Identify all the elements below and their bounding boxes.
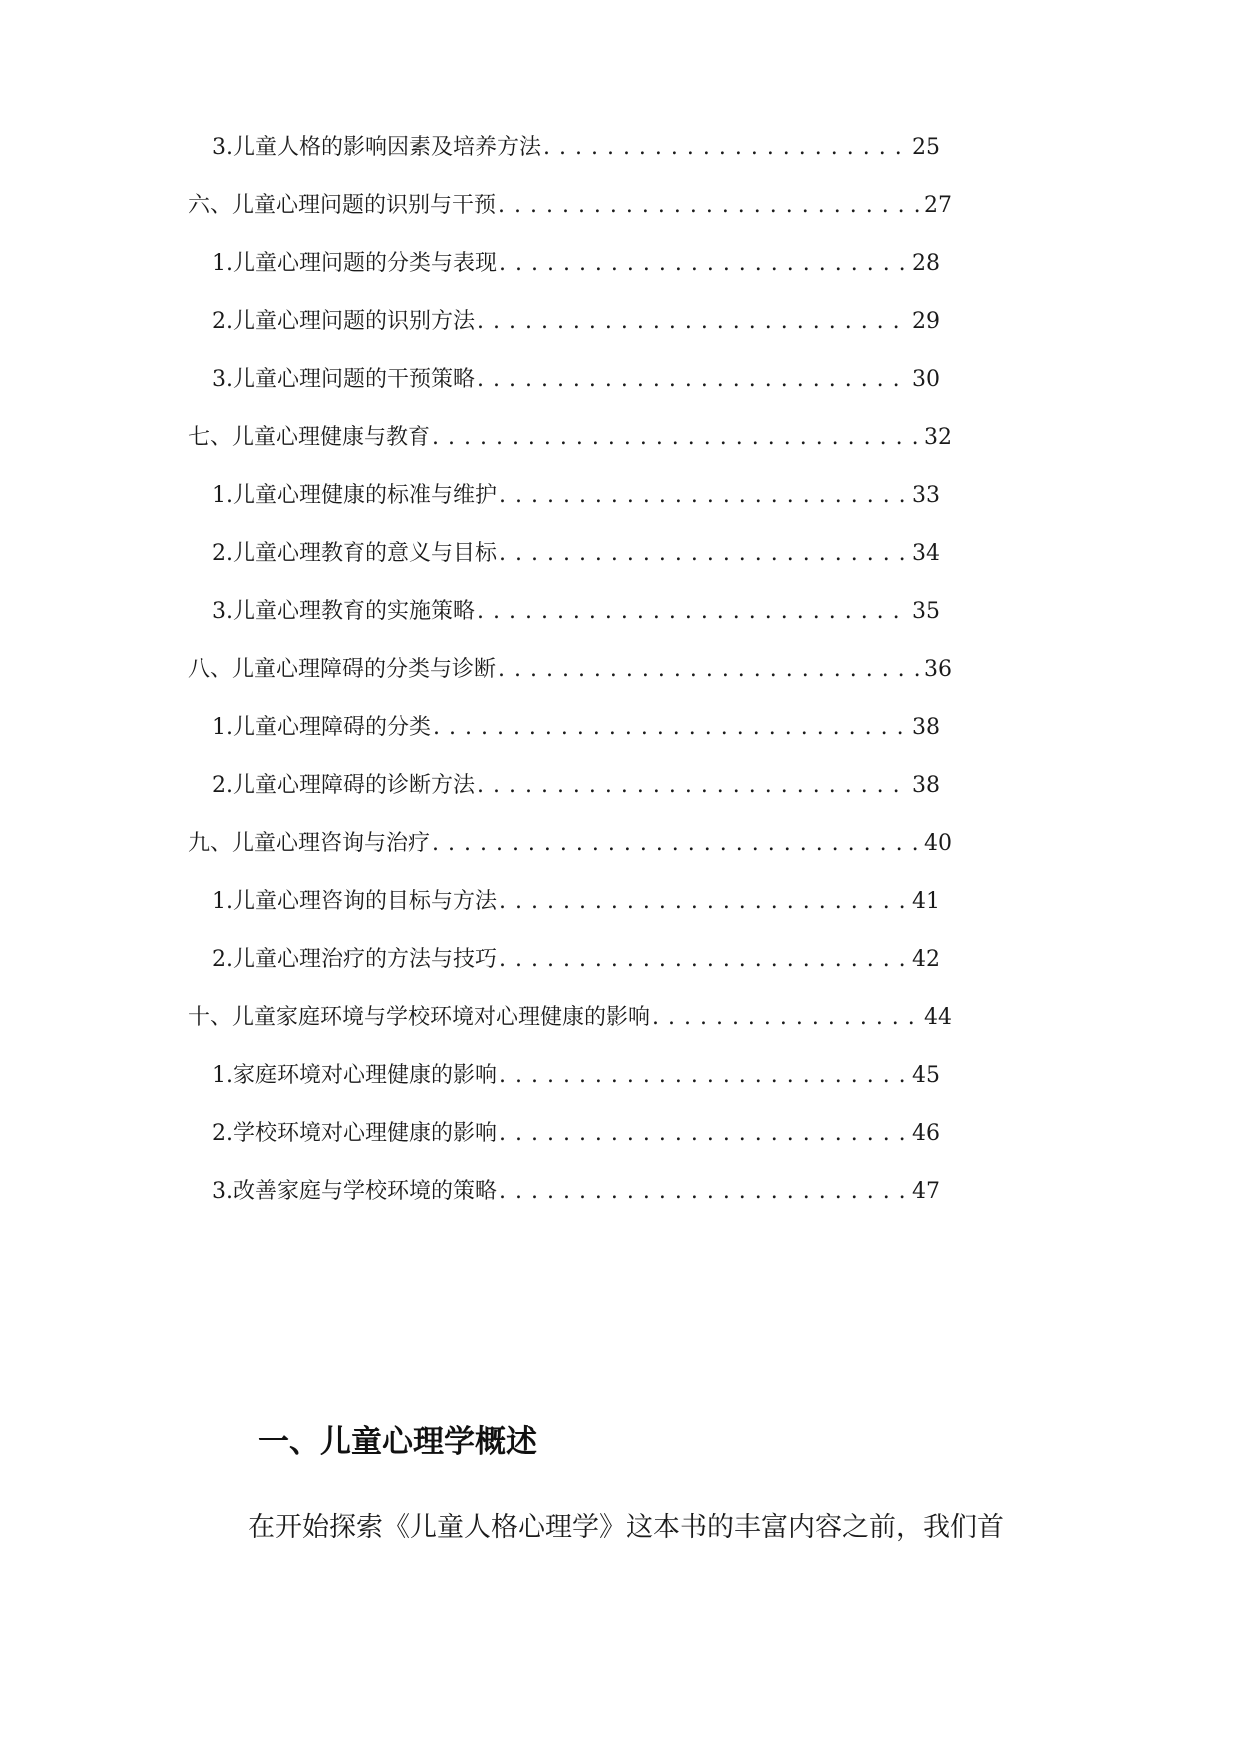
toc-dot-leader	[499, 244, 910, 284]
toc-entry-number: 2.	[212, 947, 233, 972]
toc-page-number: 25	[912, 135, 940, 160]
toc-entry-title: 学校环境对心理健康的影响	[233, 1121, 498, 1146]
toc-entry-title: 儿童心理咨询的目标与方法	[233, 889, 498, 914]
toc-page-number: 38	[912, 773, 940, 798]
toc-dot-leader	[499, 534, 910, 574]
toc-page-number: 35	[912, 599, 940, 624]
toc-chapter-entry[interactable]	[188, 186, 952, 226]
toc-entry-title: 八、儿童心理障碍的分类与诊断	[188, 657, 497, 682]
toc-dot-leader	[499, 1172, 910, 1212]
toc-entry-title: 儿童心理治疗的方法与技巧	[233, 947, 498, 972]
toc-dot-leader	[499, 882, 910, 922]
toc-dot-leader	[432, 418, 922, 458]
toc-page-number: 45	[912, 1063, 940, 1088]
toc-entry-title: 儿童心理障碍的诊断方法	[233, 773, 476, 798]
toc-dot-leader	[477, 592, 910, 632]
toc-subsection-entry[interactable]	[212, 1114, 940, 1154]
toc-entry-number: 3.	[212, 135, 233, 160]
toc-entry-number: 2.	[212, 309, 233, 334]
toc-subsection-entry[interactable]	[212, 302, 940, 342]
toc-entry-number: 2.	[212, 773, 233, 798]
toc-entry-number: 2.	[212, 541, 233, 566]
toc-dot-leader	[498, 186, 922, 226]
toc-subsection-entry[interactable]	[212, 128, 940, 168]
toc-entry-title: 儿童心理问题的识别方法	[233, 309, 476, 334]
toc-entry-title: 儿童心理问题的干预策略	[233, 367, 476, 392]
toc-chapter-entry[interactable]	[188, 998, 952, 1038]
toc-page-number: 34	[912, 541, 940, 566]
body-paragraph: 在开始探索《儿童人格心理学》这本书的丰富内容之前，我们首	[248, 1512, 1004, 1543]
toc-entry-number: 1.	[212, 483, 233, 508]
toc-page-number: 41	[912, 889, 940, 914]
toc-subsection-entry[interactable]	[212, 592, 940, 632]
toc-subsection-entry[interactable]	[212, 534, 940, 574]
toc-chapter-entry[interactable]	[188, 650, 952, 690]
toc-subsection-entry[interactable]	[212, 766, 940, 806]
toc-entry-number: 3.	[212, 1179, 233, 1204]
toc-subsection-entry[interactable]	[212, 476, 940, 516]
toc-page-number: 36	[924, 657, 952, 682]
toc-dot-leader	[477, 360, 910, 400]
toc-entry-number: 2.	[212, 1121, 233, 1146]
toc-page-number: 33	[912, 483, 940, 508]
toc-entry-title: 儿童心理障碍的分类	[233, 715, 432, 740]
toc-dot-leader	[499, 940, 910, 980]
toc-entry-title: 儿童心理问题的分类与表现	[233, 251, 498, 276]
toc-entry-title: 儿童心理教育的实施策略	[233, 599, 476, 624]
toc-entry-title: 儿童心理健康的标准与维护	[233, 483, 498, 508]
toc-entry-number: 3.	[212, 367, 233, 392]
toc-page-number: 47	[912, 1179, 940, 1204]
toc-entry-title: 六、儿童心理问题的识别与干预	[188, 193, 497, 218]
toc-page-number: 30	[912, 367, 940, 392]
toc-subsection-entry[interactable]	[212, 708, 940, 748]
toc-subsection-entry[interactable]	[212, 244, 940, 284]
toc-entry-title: 儿童心理教育的意义与目标	[233, 541, 498, 566]
toc-subsection-entry[interactable]	[212, 940, 940, 980]
toc-entry-title: 改善家庭与学校环境的策略	[233, 1179, 498, 1204]
toc-page-number: 46	[912, 1121, 940, 1146]
toc-dot-leader	[499, 1056, 910, 1096]
toc-entry-number: 1.	[212, 1063, 233, 1088]
toc-chapter-entry[interactable]	[188, 824, 952, 864]
toc-entry-number: 1.	[212, 715, 233, 740]
toc-subsection-entry[interactable]	[212, 882, 940, 922]
toc-dot-leader	[498, 650, 922, 690]
toc-dot-leader	[543, 128, 910, 168]
toc-page-number: 28	[912, 251, 940, 276]
toc-entry-title: 十、儿童家庭环境与学校环境对心理健康的影响	[188, 1005, 651, 1030]
toc-entry-title: 家庭环境对心理健康的影响	[233, 1063, 498, 1088]
toc-entry-title: 九、儿童心理咨询与治疗	[188, 831, 431, 856]
toc-entry-number: 1.	[212, 889, 233, 914]
toc-dot-leader	[477, 302, 910, 342]
toc-entry-title: 七、儿童心理健康与教育	[188, 425, 431, 450]
toc-dot-leader	[433, 708, 910, 748]
toc-page-number: 44	[924, 1005, 952, 1030]
toc-page-number: 38	[912, 715, 940, 740]
toc-dot-leader	[499, 476, 910, 516]
toc-chapter-entry[interactable]	[188, 418, 952, 458]
toc-subsection-entry[interactable]	[212, 1172, 940, 1212]
toc-page-number: 29	[912, 309, 940, 334]
toc-entry-title: 儿童人格的影响因素及培养方法	[233, 135, 542, 160]
toc-page-number: 40	[924, 831, 952, 856]
toc-subsection-entry[interactable]	[212, 1056, 940, 1096]
toc-page-number: 42	[912, 947, 940, 972]
toc-dot-leader	[652, 998, 922, 1038]
section-heading: 一、儿童心理学概述	[258, 1424, 537, 1460]
toc-dot-leader	[432, 824, 922, 864]
toc-dot-leader	[499, 1114, 910, 1154]
toc-page-number: 27	[924, 193, 952, 218]
toc-subsection-entry[interactable]	[212, 360, 940, 400]
toc-entry-number: 1.	[212, 251, 233, 276]
toc-dot-leader	[477, 766, 910, 806]
toc-entry-number: 3.	[212, 599, 233, 624]
toc-page-number: 32	[924, 425, 952, 450]
